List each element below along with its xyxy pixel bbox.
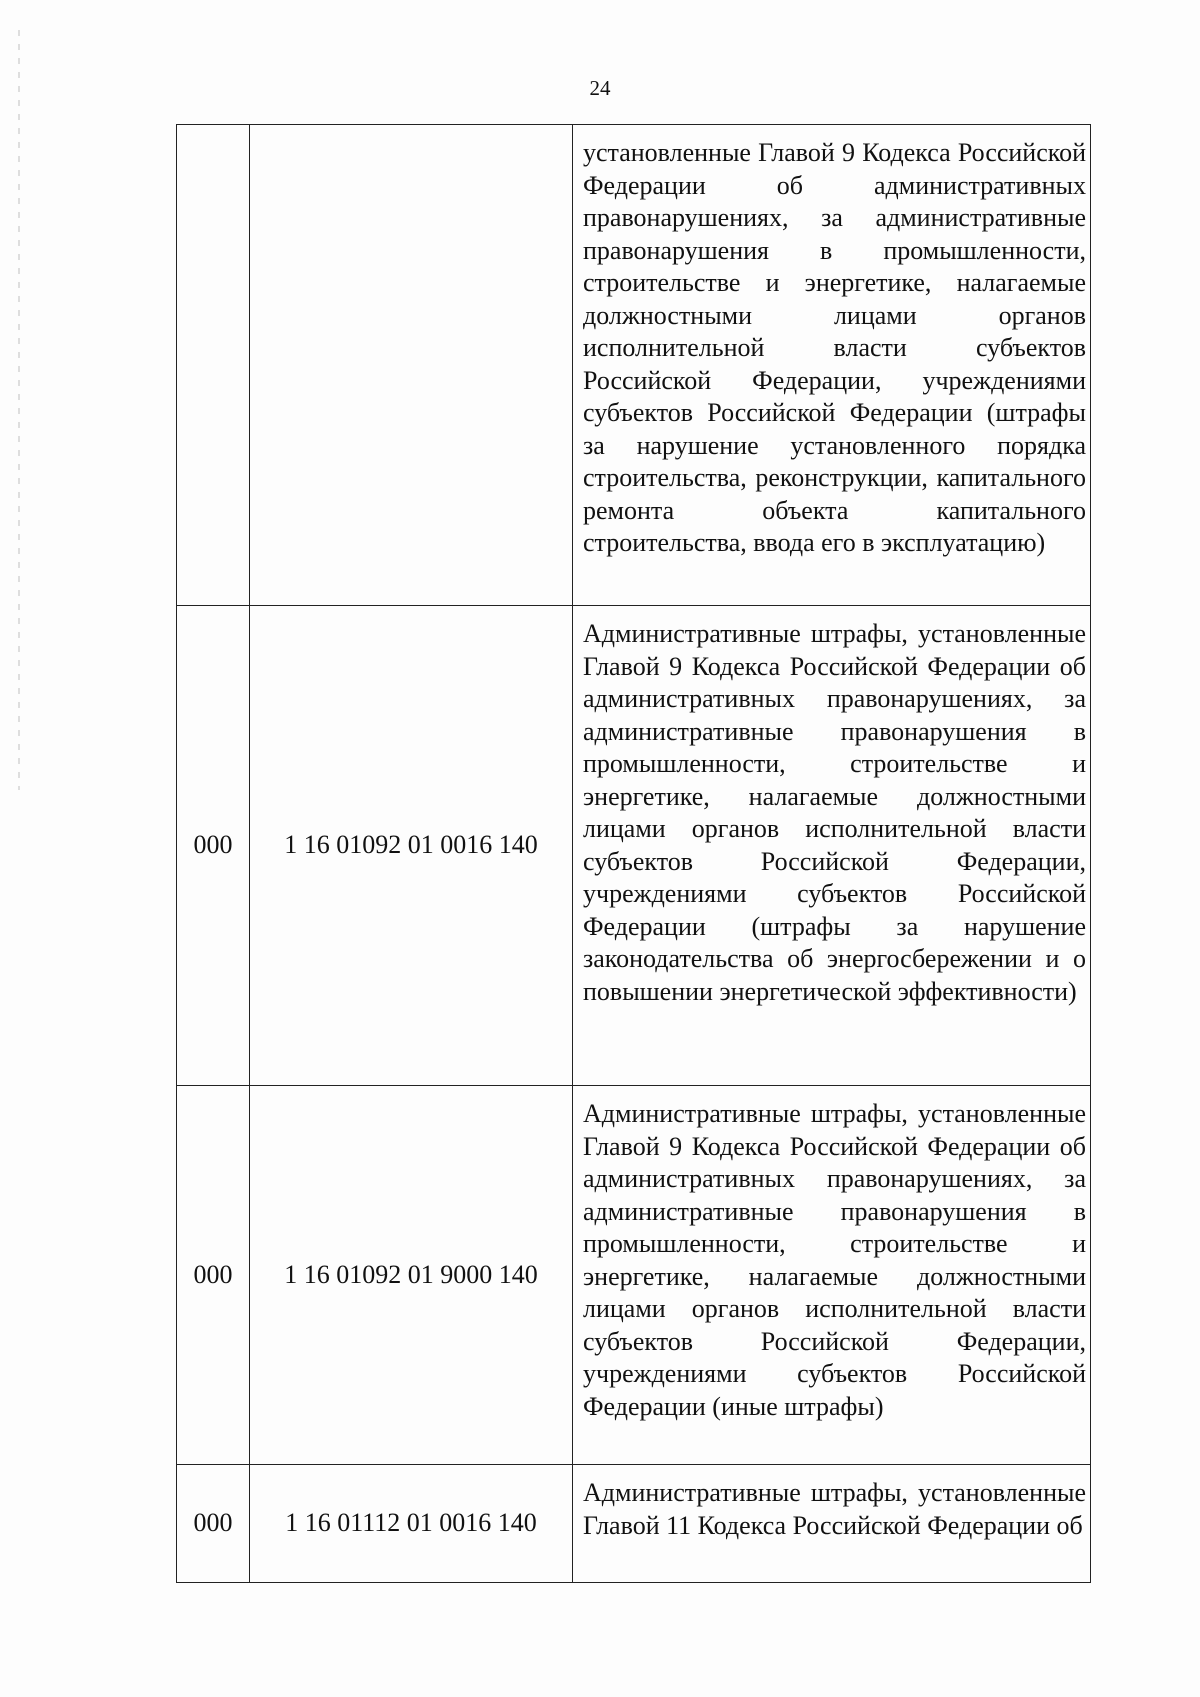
description-cell: [573, 125, 1091, 606]
table-row: [177, 1086, 1091, 1465]
description-text: установленные Главой 9 Кодекса Российской Федерации об административных правонарушениях, за административные правонарушения в промышленности, строительстве и энергетике, налагаемые должностными лицами органов исполнительной власти субъектов Российской Федерации, учреждениями субъектов Российской Федерации (штрафы за нарушение установленного порядка строительства, реконструкции, капитального ремонта объекта капитального строительства, ввода его в эксплуатацию): [583, 138, 1086, 557]
scan-edge-artifact: [18, 30, 20, 790]
description-text: Административные штрафы, установленные Главой 11 Кодекса Российской Федерации об: [583, 1478, 1086, 1540]
admin-code-cell: 000: [177, 606, 250, 1086]
table-row: [177, 1465, 1091, 1583]
description-text: Административные штрафы, установленные Главой 9 Кодекса Российской Федерации об административных правонарушениях, за административные правонарушения в промышленности, строительстве и энергетике, налагаемые должностными лицами органов исполнительной власти субъектов Российской Федерации, учреждениями субъектов Российской Федерации (иные штрафы): [583, 1099, 1086, 1421]
kbk-code-cell: [250, 125, 573, 606]
table-row: [177, 125, 1091, 606]
kbk-code-cell: 1 16 01092 01 9000 140: [250, 1086, 573, 1465]
kbk-code-cell: 1 16 01112 01 0016 140: [250, 1465, 573, 1583]
budget-classification-table: [176, 124, 1091, 1583]
description-cell: [573, 606, 1091, 1086]
admin-code-cell: 000: [177, 1086, 250, 1465]
description-cell: [573, 1465, 1091, 1583]
kbk-code-cell: 1 16 01092 01 0016 140: [250, 606, 573, 1086]
admin-code-cell: 000: [177, 1465, 250, 1583]
table-row: [177, 606, 1091, 1086]
description-text: Административные штрафы, установленные Главой 9 Кодекса Российской Федерации об административных правонарушениях, за административные правонарушения в промышленности, строительстве и энергетике, налагаемые должностными лицами органов исполнительной власти субъектов Российской Федерации, учреждениями субъектов Российской Федерации (штрафы за нарушение законодательства об энергосбережении и о повышении энергетической эффективности): [583, 619, 1086, 1006]
admin-code-cell: [177, 125, 250, 606]
description-cell: [573, 1086, 1091, 1465]
page-number: 24: [589, 76, 611, 100]
